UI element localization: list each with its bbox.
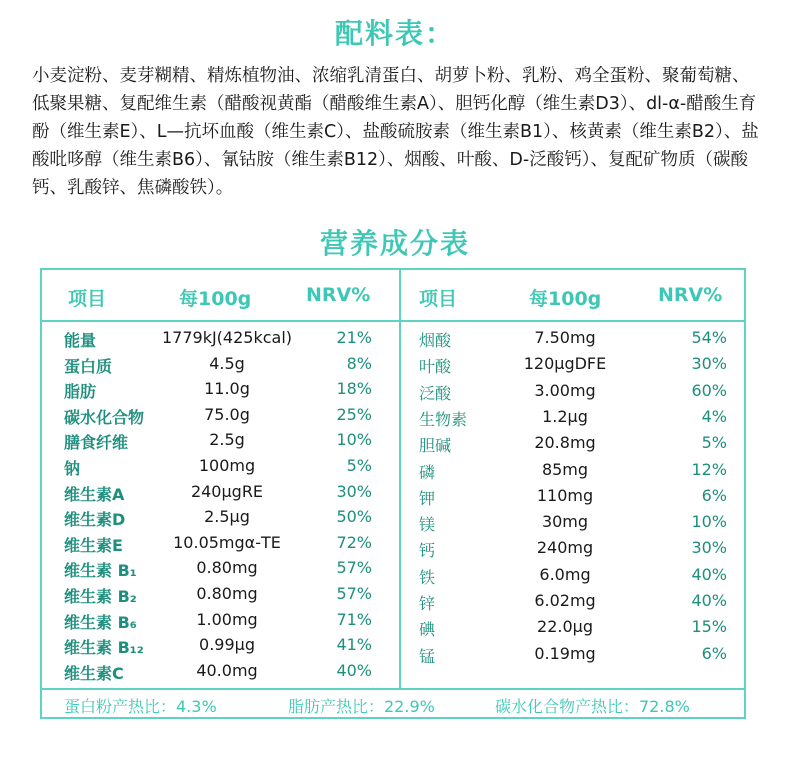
- nutrient-name: 叶酸: [419, 357, 452, 377]
- nutrient-row: [42, 644, 744, 668]
- nutrient-amount: 100mg: [198, 456, 256, 475]
- protein-energy-ratio: 蛋白粉产热比：4.3%: [64, 697, 217, 716]
- ingredients-title: 配料表：: [334, 17, 455, 50]
- nutrient-name: 碘: [419, 620, 436, 640]
- nutrient-amount: 10.05mgα-TE: [173, 532, 281, 552]
- nutrient-nrv: 50%: [336, 507, 372, 527]
- nutrient-amount: 120μgDFE: [523, 354, 607, 374]
- nutrient-name: 蛋白质: [64, 356, 113, 376]
- nutrient-nrv: 72%: [336, 532, 372, 552]
- nutrient-amount: 2.5μg: [204, 507, 250, 527]
- nutrient-name: 维生素 B₁: [64, 561, 137, 581]
- nutrient-name: 镁: [419, 515, 436, 535]
- nutrient-nrv: 40%: [691, 564, 727, 584]
- nutrient-nrv: 5%: [346, 456, 372, 475]
- nutrient-amount: 2.5g: [209, 430, 245, 450]
- nutrient-nrv: 54%: [691, 328, 727, 347]
- nutrient-nrv: 15%: [691, 617, 727, 637]
- nutrient-name: 能量: [64, 331, 97, 350]
- nutrient-nrv: 18%: [336, 379, 372, 399]
- nutrient-amount: 1.2μg: [542, 406, 588, 426]
- nutrient-amount: 7.50mg: [534, 328, 596, 347]
- nutrient-amount: 20.8mg: [534, 433, 596, 453]
- nutrient-amount: 240μgRE: [190, 481, 264, 501]
- carb-energy-ratio: 碳水化合物产热比：72.8%: [495, 697, 690, 716]
- nutrient-row: [42, 328, 744, 352]
- nutrient-name: 磷: [419, 462, 436, 482]
- ingredients-text: 小麦淀粉、麦芽糊精、精炼植物油、浓缩乳清蛋白、胡萝卜粉、乳粉、鸡全蛋粉、聚葡萄糖、低聚果糖、复配维生素（醋酸视黄酯（醋酸维生素A）、胆钙化醇（维生素D3）、dl-α-醋酸生育酚（维生素E）、L—抗坏血酸（维生素C）、盐酸硫胺素（维生素B1）、核黄素（维生素B2）、盐酸吡哆醇（维生素B6）、氰钴胺（维生素B12）、烟酸、叶酸、D-泛酸钙）、复配矿物质（碳酸钙、乳酸锌、焦磷酸铁）。: [32, 66, 759, 198]
- header-nrv-left: NRV%: [306, 284, 371, 306]
- nutrient-amount: 240mg: [536, 538, 594, 558]
- nutrient-name: 锌: [419, 594, 436, 613]
- nutrient-nrv: 12%: [691, 459, 727, 479]
- header-item-right: 项目: [419, 288, 458, 310]
- nutrient-amount: 22.0μg: [537, 617, 593, 637]
- nutrient-amount: 1779kJ(425kcal): [161, 328, 293, 347]
- nutrient-nrv: 30%: [691, 354, 727, 374]
- nutrition-title: 营养成分表: [319, 227, 470, 260]
- nutrient-nrv: 57%: [336, 558, 372, 578]
- nutrient-name: 泛酸: [419, 383, 452, 403]
- nutrient-row: [42, 381, 744, 405]
- nutrient-amount: 30mg: [541, 512, 589, 532]
- nutrient-nrv: 10%: [336, 430, 372, 450]
- nutrient-nrv: 30%: [691, 538, 727, 558]
- footer-divider: [42, 688, 744, 690]
- nutrient-amount: 110mg: [536, 485, 594, 505]
- nutrient-name: 铁: [419, 567, 436, 587]
- nutrient-name: 烟酸: [419, 331, 452, 350]
- nutrient-amount: 3.00mg: [534, 380, 596, 400]
- nutrient-amount: 1.00mg: [196, 609, 258, 629]
- nutrient-name: 维生素A: [64, 484, 125, 504]
- nutrient-nrv: 6%: [701, 485, 727, 505]
- nutrient-row: [42, 460, 744, 484]
- header-item-left: 项目: [68, 288, 107, 310]
- nutrient-name: 维生素C: [64, 663, 124, 683]
- nutrient-amount: 85mg: [541, 459, 589, 479]
- nutrient-name: 钠: [64, 459, 81, 478]
- header-per100g-right: 每100g: [529, 288, 602, 310]
- nutrient-nrv: 60%: [691, 380, 727, 400]
- nutrient-nrv: 71%: [336, 609, 372, 629]
- nutrient-name: 钙: [419, 541, 436, 561]
- nutrient-amount: 0.80mg: [196, 558, 258, 578]
- nutrient-amount: 6.0mg: [539, 564, 591, 584]
- nutrient-amount: 0.99μg: [199, 635, 255, 655]
- nutrient-row: [42, 565, 744, 589]
- nutrient-name: 维生素 B₂: [64, 587, 137, 606]
- nutrient-nrv: 4%: [701, 406, 727, 426]
- nutrient-nrv: 25%: [336, 404, 372, 424]
- nutrient-amount: 6.02mg: [534, 591, 596, 610]
- nutrient-name: 钾: [419, 488, 436, 508]
- nutrient-name: 脂肪: [64, 382, 97, 402]
- nutrient-name: 维生素 B₆: [64, 612, 137, 632]
- nutrient-name: 生物素: [419, 409, 468, 429]
- nutrient-nrv: 10%: [691, 512, 727, 532]
- nutrient-nrv: 6%: [701, 643, 727, 663]
- nutrient-nrv: 40%: [691, 591, 727, 610]
- nutrient-row: [42, 404, 744, 431]
- nutrient-nrv: 21%: [336, 328, 372, 347]
- nutrient-name: 胆碱: [419, 436, 452, 456]
- nutrient-row: [42, 591, 744, 615]
- header-per100g-left: 每100g: [179, 288, 252, 310]
- nutrient-row: [42, 617, 744, 641]
- nutrient-amount: 0.80mg: [196, 584, 258, 603]
- nutrient-nrv: 8%: [346, 353, 372, 373]
- nutrient-nrv: 41%: [336, 635, 372, 655]
- nutrient-name: 维生素 B₁₂: [64, 638, 144, 658]
- header-nrv-right: NRV%: [658, 284, 723, 306]
- nutrient-name: 膳食纤维: [64, 433, 129, 453]
- nutrient-name: 碳水化合物: [64, 407, 145, 427]
- nutrient-nrv: 30%: [336, 481, 372, 501]
- nutrient-row: [42, 433, 744, 457]
- nutrient-row: [42, 538, 744, 562]
- nutrient-nrv: 5%: [701, 433, 727, 453]
- nutrient-nrv: 40%: [336, 660, 372, 680]
- nutrient-amount: 11.0g: [204, 379, 250, 399]
- header-divider: [42, 320, 744, 322]
- nutrient-row: [42, 512, 744, 536]
- nutrient-row: [42, 354, 744, 378]
- nutrition-table: [40, 268, 746, 719]
- nutrient-name: 维生素D: [64, 510, 126, 530]
- nutrient-amount: 40.0mg: [196, 660, 258, 680]
- nutrient-name: 维生素E: [64, 535, 123, 555]
- nutrient-nrv: 57%: [336, 584, 372, 603]
- nutrient-row: [42, 486, 744, 510]
- nutrient-amount: 4.5g: [209, 353, 245, 373]
- fat-energy-ratio: 脂肪产热比：22.9%: [288, 697, 435, 716]
- nutrient-amount: 75.0g: [204, 404, 250, 424]
- nutrient-amount: 0.19mg: [534, 643, 596, 663]
- nutrient-name: 锰: [419, 646, 436, 666]
